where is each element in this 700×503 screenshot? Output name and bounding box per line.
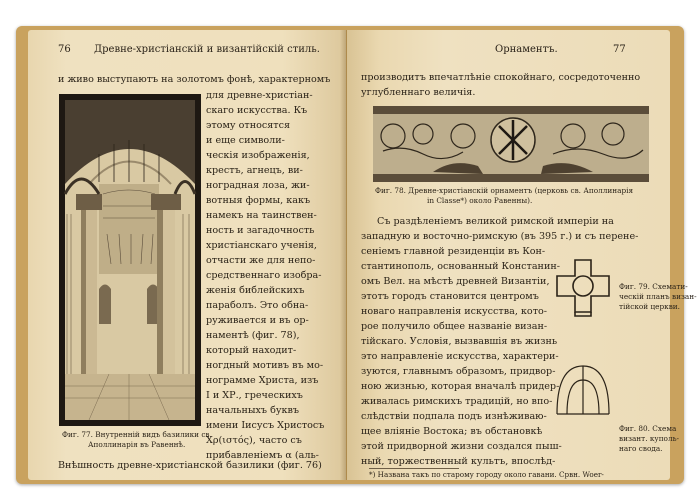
figure-77-illustration (59, 94, 201, 426)
left-side-line: I и ХР., греческихъ (206, 390, 303, 401)
footnote-rule (369, 468, 459, 469)
left-side-line: ногдный мотивъ въ мо- (206, 360, 324, 371)
right-top-line: производитъ впечатлѣніе спокойнаго, сосредоточенно (361, 72, 641, 83)
left-side-line: крестъ, агнецъ, ви- (206, 165, 303, 176)
left-bottom-line: Внѣшность древне-христіанской базилики (фиг. 76) (58, 460, 322, 471)
right-body-line: живалась римскихъ традицій, но впо- (361, 396, 553, 407)
right-body-line: стантинополь, основанный Констанин- (361, 261, 560, 272)
right-body-line: ный, торжественный культъ, впослѣд- (361, 456, 556, 467)
left-side-line: христіанскаго ученія, (206, 240, 317, 251)
figure-78-ornament (373, 106, 649, 182)
figure-79-caption-cont: тійской церкви. (619, 302, 680, 311)
left-side-line: нограмме Христа, изъ (206, 375, 319, 386)
figure-78-caption-cont: in Classe*) около Равенны). (427, 196, 533, 205)
right-page (347, 30, 697, 480)
left-side-line: который находит- (206, 345, 297, 356)
figure-79-plan (553, 256, 613, 318)
figure-77-caption-cont: Аполлинарія въ Равеннѣ. (88, 440, 186, 449)
figure-80-caption: Фиг. 80. Схема (619, 424, 677, 433)
right-body-line: западную и восточно-римскую (въ 395 г.) и съ перене- (361, 231, 639, 242)
right-body-line: сеніемъ главной резиденціи въ Кон- (361, 246, 546, 257)
left-side-line: наментѣ (фиг. 78), (206, 330, 300, 341)
left-side-line: этому относятся (206, 120, 291, 131)
left-side-line: начальныхъ буквъ (206, 405, 300, 416)
right-top-line: углубленнаго величія. (361, 87, 476, 98)
left-top-line: и живо выступаютъ на золотомъ фонѣ, характерномъ (58, 74, 331, 85)
figure-79-caption-cont: ческій планъ визан- (619, 292, 697, 301)
left-side-line: отчасти же для непо- (206, 255, 316, 266)
left-side-line: и еще символи- (206, 135, 285, 146)
right-body-line: рое получило общее названіе визан- (361, 321, 548, 332)
left-side-line: намекъ на таинствен- (206, 210, 317, 221)
left-side-line: имени Іисусъ Христосъ (206, 420, 325, 431)
left-side-line: женія библейскихъ (206, 285, 305, 296)
left-side-line: вотныя формы, какъ (206, 195, 311, 206)
figure-80-dome (553, 362, 613, 418)
right-body-line: этой придворной жизни создался пыш- (361, 441, 562, 452)
figure-80-caption-cont: визант. куполь- (619, 434, 680, 443)
right-body-line: зуются, главнымъ образомъ, придвор- (361, 366, 556, 377)
left-side-line: руживается и въ ор- (206, 315, 309, 326)
right-body-line: омъ Вел. на мѣстѣ древней Византіи, (361, 276, 550, 287)
right-body-line: этотъ городъ становится центромъ (361, 291, 539, 302)
left-side-line: ность и загадочность (206, 225, 315, 236)
left-side-line: ноградная лоза, жи- (206, 180, 310, 191)
left-running-title: Древне-христіанскій и византійскій стиль. (94, 44, 320, 55)
right-body-line: это направленіе искусства, характери- (361, 351, 559, 362)
left-side-line: параболъ. Это обна- (206, 300, 309, 311)
right-page-number: 77 (613, 44, 626, 55)
footnote: *) Названа такъ по старому городу около гавани. Срвн. Woer- (369, 470, 604, 479)
right-body-line: ною жизнью, которая вначалѣ придер- (361, 381, 560, 392)
left-side-line: средственнаго изобра- (206, 270, 322, 281)
left-side-line: ческія изображенія, (206, 150, 310, 161)
left-side-line: скаго искусства. Къ (206, 105, 308, 116)
right-body-line: щее вліяніе Востока; въ обстановкѣ (361, 426, 543, 437)
figure-79-caption: Фиг. 79. Схемати- (619, 282, 688, 291)
figure-77-caption: Фиг. 77. Внутренній видъ базилики св. (62, 430, 212, 439)
right-body-line: новаго направленія искусства, кото- (361, 306, 548, 317)
right-running-title: Орнаментъ. (495, 44, 558, 55)
left-side-line: Χρ(ιστός), часто съ (206, 435, 302, 446)
right-body-line: слѣдствіи подпала подъ изнѣживаю- (361, 411, 547, 422)
left-page-number: 76 (58, 44, 71, 55)
figure-80-caption-cont: наго свода. (619, 444, 663, 453)
left-side-line: для древне-христіан- (206, 90, 313, 101)
right-body-line: Съ раздѣленіемъ великой римской имперіи на (377, 216, 614, 227)
left-side-line: прибавленіемъ α (аль- (206, 450, 319, 461)
right-body-line: тійскаго. Условія, вызвавшія въ жизнь (361, 336, 558, 347)
left-page (28, 30, 346, 480)
figure-78-caption: Фиг. 78. Древне-христіанскій орнаментъ (церковь св. Аполлинарія (375, 186, 634, 195)
